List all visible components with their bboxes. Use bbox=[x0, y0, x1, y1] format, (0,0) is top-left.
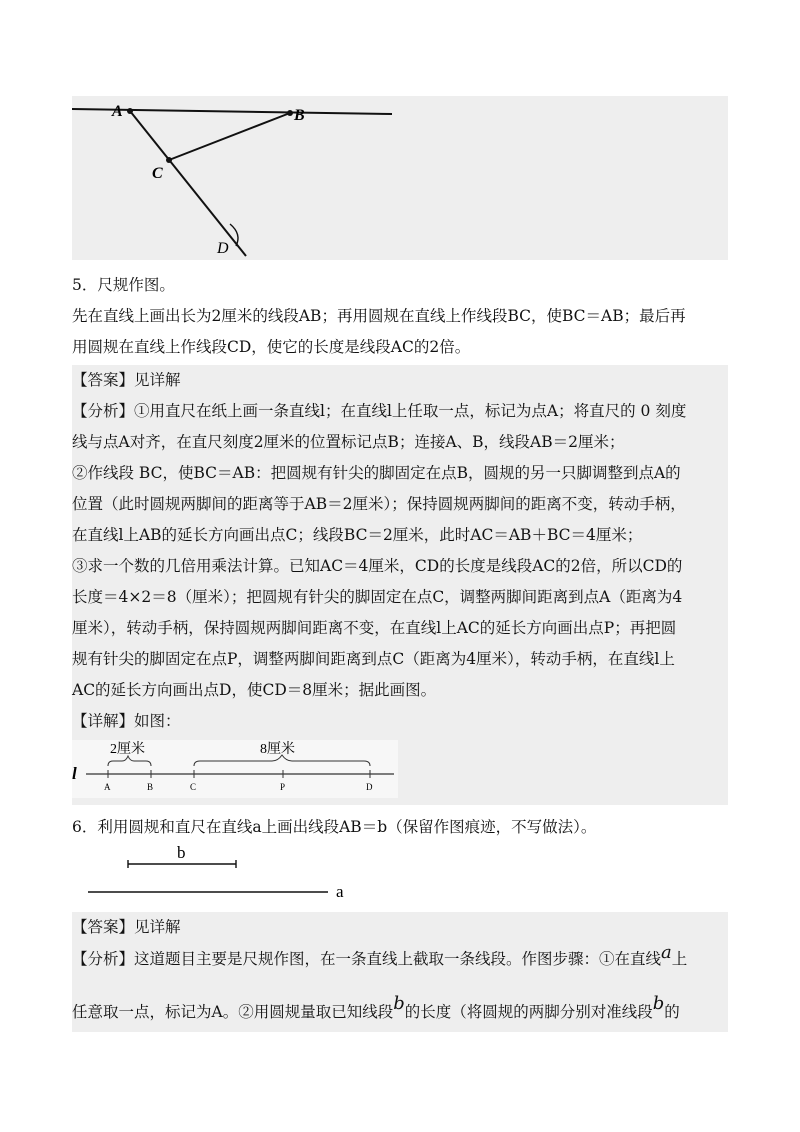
q5-analysis-3: ②作线段 BC，使BC＝AB：把圆规有针尖的脚固定在点B，圆规的另一只脚调整到点A的 bbox=[72, 464, 681, 482]
point-c bbox=[166, 157, 172, 163]
label-c: C bbox=[152, 165, 163, 182]
arc-mark bbox=[230, 224, 238, 246]
q6-analysis-1-end: 上 bbox=[671, 950, 688, 968]
segment-b-label: b bbox=[177, 843, 186, 862]
q5-analysis-2: 线与点A对齐，在直尺刻度2厘米的位置标记点B；连接A、B，线段AB＝2厘米； bbox=[72, 433, 625, 451]
point-b bbox=[287, 110, 293, 116]
q5-analysis-8: 厘米），转动手柄，保持圆规两脚间距离不变，在直线l上AC的延长方向画出点P；再把圆 bbox=[72, 619, 677, 637]
label-b: B bbox=[294, 107, 305, 124]
q5-analysis-7: 长度＝4×2＝8（厘米）；把圆规有针尖的脚固定在点C，调整两脚间距离到点A（距离为4 bbox=[72, 588, 683, 606]
brace-ab-label: 2厘米 bbox=[110, 742, 145, 757]
line-ad bbox=[130, 111, 246, 256]
q6-analysis-2-mid: 的长度（将圆规的两脚分别对准线段 bbox=[404, 1003, 653, 1021]
var-a: a bbox=[661, 942, 672, 963]
line-bc bbox=[169, 113, 290, 160]
q5-analysis-9: 规有针尖的脚固定在点P，调整两脚间距离到点C（距离为4厘米），转动手柄，在直线l上 bbox=[72, 650, 675, 668]
point-label-a: A bbox=[104, 782, 111, 792]
q5-detail: 【详解】如图： bbox=[72, 712, 181, 730]
point-label-d: D bbox=[366, 782, 373, 792]
point-label-p: P bbox=[280, 782, 286, 792]
q5-line-2: 用圆规在直线上作线段CD，使它的长度是线段AC的2倍。 bbox=[72, 338, 471, 356]
q6-analysis-2-text: 任意取一点，标记为A。②用圆规量取已知线段 bbox=[72, 1003, 394, 1021]
q6-analysis-1 bbox=[72, 942, 688, 971]
q5-analysis-6: ③求一个数的几倍用乘法计算。已知AC＝4厘米，CD的长度是线段AC的2倍，所以CD的 bbox=[72, 557, 683, 575]
q6-prompt: 6．利用圆规和直尺在直线a上画出线段AB＝b（保留作图痕迹，不写做法）。 bbox=[72, 818, 597, 836]
number-line-figure bbox=[72, 740, 398, 798]
q6-analysis-1-text: 【分析】这道题目主要是尺规作图，在一条直线上截取一条线段。作图步骤：①在直线 bbox=[72, 950, 662, 968]
point-label-b: B bbox=[147, 782, 154, 792]
brace-cd-label: 8厘米 bbox=[260, 742, 295, 757]
q5-number: 5．尺规作图。 bbox=[72, 276, 175, 294]
q6-answer: 【答案】见详解 bbox=[72, 918, 181, 936]
brace-ab bbox=[108, 756, 151, 766]
top-geometry-figure bbox=[72, 96, 402, 260]
var-b-2: b bbox=[652, 993, 665, 1014]
var-b-1: b bbox=[393, 993, 405, 1014]
point-label-c: C bbox=[190, 782, 197, 792]
line-label-l: l bbox=[72, 764, 77, 783]
q6-figure bbox=[72, 840, 372, 905]
line-a-label: a bbox=[336, 882, 344, 901]
q5-analysis-10: AC的延长方向画出点D，使CD＝8厘米；据此画图。 bbox=[72, 681, 437, 699]
q5-analysis-4: 位置（此时圆规两脚间的距离等于AB＝2厘米）；保持圆规两脚间的距离不变，转动手柄， bbox=[72, 495, 686, 513]
q5-line-1: 先在直线上画出长为2厘米的线段AB；再用圆规在直线上作线段BC，使BC＝AB；最后再 bbox=[72, 307, 686, 325]
point-a bbox=[127, 108, 133, 114]
q5-analysis-1: 【分析】①用直尺在纸上画一条直线l；在直线l上任取一点，标记为点A；将直尺的 0 刻度 bbox=[72, 402, 687, 420]
q5-answer: 【答案】见详解 bbox=[72, 371, 181, 389]
q6-analysis-2-end: 的 bbox=[664, 1003, 680, 1021]
q5-analysis-5: 在直线l上AB的延长方向画出点C；线段BC＝2厘米，此时AC＝AB＋BC＝4厘米； bbox=[72, 526, 643, 544]
label-a: A bbox=[112, 103, 123, 120]
label-d: D bbox=[217, 240, 229, 257]
q6-analysis-2 bbox=[72, 993, 680, 1024]
